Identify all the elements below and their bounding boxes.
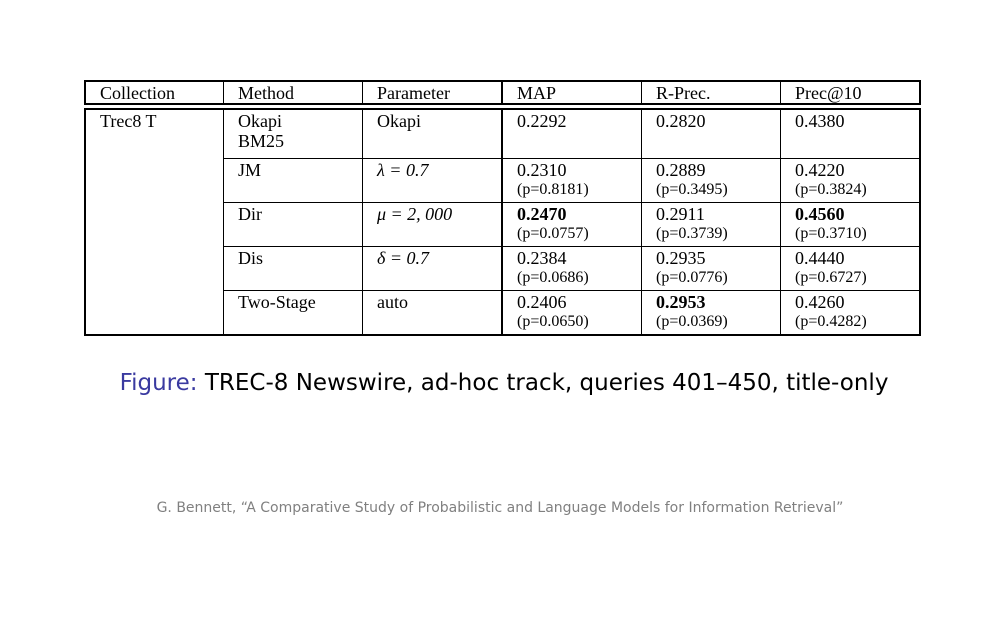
- rprec-value: 0.2953: [656, 292, 706, 312]
- map-cell: [501, 110, 641, 158]
- table-body: [84, 108, 921, 336]
- table-row: [84, 246, 921, 290]
- table-row: [84, 110, 921, 158]
- collection-cell: Trec8 T: [84, 110, 223, 158]
- rprec-cell: [641, 158, 780, 202]
- header-parameter: Parameter: [362, 82, 501, 103]
- prec10-cell: [780, 110, 921, 158]
- map-value: 0.2310: [517, 160, 567, 180]
- prec10-value: 0.4220: [795, 160, 845, 180]
- rprec-value: 0.2820: [656, 111, 706, 131]
- prec10-pvalue: (p=0.3710): [795, 225, 867, 242]
- rprec-cell: [641, 110, 780, 158]
- header-rprec: R-Prec.: [641, 82, 780, 103]
- rprec-pvalue: (p=0.3739): [656, 225, 728, 242]
- collection-cell-empty: [84, 246, 223, 290]
- method-cell: Dis: [223, 246, 362, 290]
- rprec-cell: [641, 246, 780, 290]
- prec10-pvalue: (p=0.3824): [795, 181, 867, 198]
- header-prec10: Prec@10: [780, 82, 921, 103]
- map-value: 0.2384: [517, 248, 567, 268]
- rprec-value: 0.2935: [656, 248, 706, 268]
- slide-footer: G. Bennett, “A Comparative Study of Probabilistic and Language Models for Information Retrieval”: [156, 500, 844, 516]
- rprec-pvalue: (p=0.3495): [656, 181, 728, 198]
- map-value: 0.2470: [517, 204, 567, 224]
- map-value: 0.2406: [517, 292, 567, 312]
- parameter-cell: μ = 2, 000: [362, 202, 501, 246]
- rprec-cell: [641, 202, 780, 246]
- prec10-cell: [780, 246, 921, 290]
- prec10-value: 0.4440: [795, 248, 845, 268]
- header-method: Method: [223, 82, 362, 103]
- rprec-cell: [641, 290, 780, 334]
- figure-caption: [0, 370, 1008, 396]
- method-cell: Dir: [223, 202, 362, 246]
- prec10-value: 0.4260: [795, 292, 845, 312]
- map-pvalue: (p=0.0650): [517, 313, 589, 330]
- prec10-cell: [780, 290, 921, 334]
- map-pvalue: (p=0.0757): [517, 225, 589, 242]
- caption-label: Figure:: [119, 370, 198, 396]
- table-row: [84, 202, 921, 246]
- rprec-pvalue: (p=0.0776): [656, 269, 728, 286]
- rprec-pvalue: (p=0.0369): [656, 313, 728, 330]
- prec10-value: 0.4380: [795, 111, 845, 131]
- map-cell: [501, 290, 641, 334]
- map-value: 0.2292: [517, 111, 567, 131]
- results-table: [84, 80, 921, 336]
- prec10-cell: [780, 202, 921, 246]
- prec10-pvalue: (p=0.4282): [795, 313, 867, 330]
- parameter-cell: λ = 0.7: [362, 158, 501, 202]
- map-cell: [501, 158, 641, 202]
- collection-cell-empty: [84, 290, 223, 334]
- collection-cell-empty: [84, 202, 223, 246]
- table-header-row: [84, 80, 921, 105]
- parameter-cell: auto: [362, 290, 501, 334]
- parameter-cell: δ = 0.7: [362, 246, 501, 290]
- map-cell: [501, 246, 641, 290]
- rprec-value: 0.2889: [656, 160, 706, 180]
- table-row: [84, 158, 921, 202]
- method-cell: Two-Stage: [223, 290, 362, 334]
- map-pvalue: (p=0.0686): [517, 269, 589, 286]
- prec10-cell: [780, 158, 921, 202]
- prec10-value: 0.4560: [795, 204, 845, 224]
- rprec-value: 0.2911: [656, 204, 705, 224]
- method-cell: JM: [223, 158, 362, 202]
- header-map: MAP: [501, 82, 641, 103]
- table-row: [84, 290, 921, 334]
- map-cell: [501, 202, 641, 246]
- method-cell: Okapi BM25: [223, 110, 362, 158]
- map-pvalue: (p=0.8181): [517, 181, 589, 198]
- collection-cell-empty: [84, 158, 223, 202]
- header-collection: Collection: [84, 82, 223, 103]
- prec10-pvalue: (p=0.6727): [795, 269, 867, 286]
- caption-text: TREC-8 Newswire, ad-hoc track, queries 401–450, title-only: [204, 370, 889, 396]
- parameter-cell: Okapi: [362, 110, 501, 158]
